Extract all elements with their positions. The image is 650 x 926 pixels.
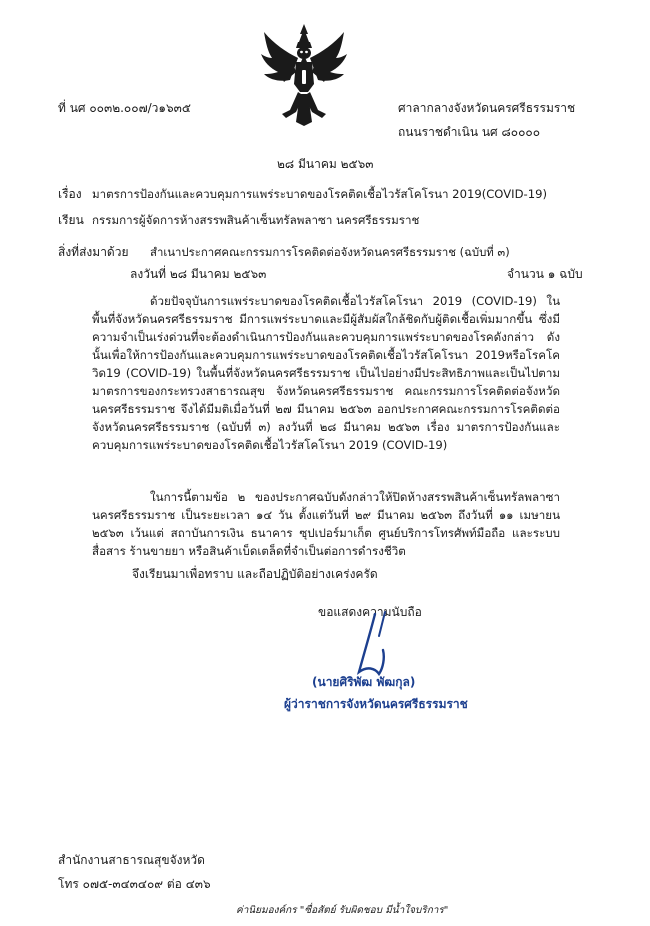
enclosure-label: สิ่งที่ส่งมาด้วย: [58, 245, 129, 259]
recipient-label: เรียน: [58, 213, 84, 227]
enclosure-count: จำนวน ๑ ฉบับ: [507, 267, 583, 281]
footer-phone: โทร ๐๗๕-๓๔๓๔๐๙ ต่อ ๔๓๖: [58, 877, 211, 891]
subject-label: เรื่อง: [58, 187, 82, 201]
document-date: ๒๘ มีนาคม ๒๕๖๓: [277, 157, 374, 171]
signer-name: (นายศิริพัฒ พัฒกุล): [312, 675, 416, 689]
body-paragraph-2: ในการนี้ตามข้อ ๒ ของประกาศฉบับดังกล่าวให้ปิดห้างสรรพสินค้าเซ็นทรัลพลาซา นครศรีธรรมราช เป็นระยะเวลา ๑๔ วัน ตั้งแต่วันที่ ๒๙ มีนาคม ๒๕๖๓ ถึงวันที่ ๑๑ เมษายน ๒๕๖๓ เว้นแต่ สถาบันการเงิน ธนาคาร ซุปเปอร์มาเก็ต ศูนย์บริการโทรศัพท์มือถือ และระบบสื่อสาร ร้านขายยา หรือสินค้าเบ็ดเตล็ดที่จำเป็นต่อการดำรงชีวิต: [92, 490, 560, 558]
office-address-line1: ศาลากลางจังหวัดนครศรีธรรมราช: [398, 101, 576, 115]
body-paragraph-3: จึงเรียนมาเพื่อทราบ และถือปฏิบัติอย่างเคร่งครัด: [132, 567, 378, 581]
signer-title: ผู้ว่าราชการจังหวัดนครศรีธรรมราช: [284, 697, 468, 711]
closing-salutation: ขอแสดงความนับถือ: [318, 605, 422, 619]
body-paragraph-1: ด้วยปัจจุบันการแพร่ระบาดของโรคติดเชื้อไวรัสโคโรนา 2019 (COVID-19) ในพื้นที่จังหวัดนครศรีธรรมราช มีการแพร่ระบาดและมีผู้สัมผัสใกล้ชิดกับผู้ติดเชื้อเพิ่มมากขึ้น ซึ่งมีความจำเป็นเร่งด่วนที่จะต้องดำเนินการป้องกันและควบคุมการแพร่ระบาดของโรคดังกล่าว ดังนั้นเพื่อให้การป้องกันและควบคุมการแพร่ระบาดของโรคติดเชื้อไวรัสโคโรนา 2019หรือโรคโควิด19 (COVID-19) ในพื้นที่จังหวัดนครศรีธรรมราช เป็นไปอย่างมีประสิทธิภาพและเป็นไปตามมาตรการของกระทรวงสาธารณสุข จังหวัดนครศรีธรรมราช คณะกรรมการโรคติดต่อจังหวัดนครศรีธรรมราช จึงได้มีมติเมื่อวันที่ ๒๗ มีนาคม ๒๕๖๓ ออกประกาศคณะกรรมการโรคติดต่อจังหวัดนครศรีธรรมราช (ฉบับที่ ๓) ลงวันที่ ๒๘ มีนาคม ๒๕๖๓ เรื่อง มาตรการป้องกันและควบคุมการแพร่ระบาดของโรคติดเชื้อไวรัสโคโรนา 2019 (COVID-19): [92, 294, 560, 452]
enclosure-text: สำเนาประกาศคณะกรรมการโรคติดต่อจังหวัดนครศรีธรรมราช (ฉบับที่ ๓): [150, 245, 510, 259]
handwritten-signature: [345, 610, 405, 682]
recipient-text: กรรมการผู้จัดการห้างสรรพสินค้าเซ็นทรัลพลาซา นครศรีธรรมราช: [92, 213, 420, 227]
footer-department: สำนักงานสาธารณสุขจังหวัด: [58, 853, 205, 867]
office-address-line2: ถนนราชดำเนิน นศ ๘๐๐๐๐: [398, 125, 541, 139]
enclosure-date: ลงวันที่ ๒๘ มีนาคม ๒๕๖๓: [130, 267, 267, 281]
garuda-emblem-icon: [258, 22, 350, 126]
document-number: ที่ นศ ๐๐๓๒.๐๐๗/ว๑๖๓๕: [58, 101, 191, 115]
subject-text: มาตรการป้องกันและควบคุมการแพร่ระบาดของโรคติดเชื้อไวรัสโคโรนา 2019(COVID-19): [92, 187, 547, 201]
footer-motto: ค่านิยมองค์กร "ซื่อสัตย์ รับผิดชอบ มีน้ำใจบริการ": [236, 905, 449, 916]
